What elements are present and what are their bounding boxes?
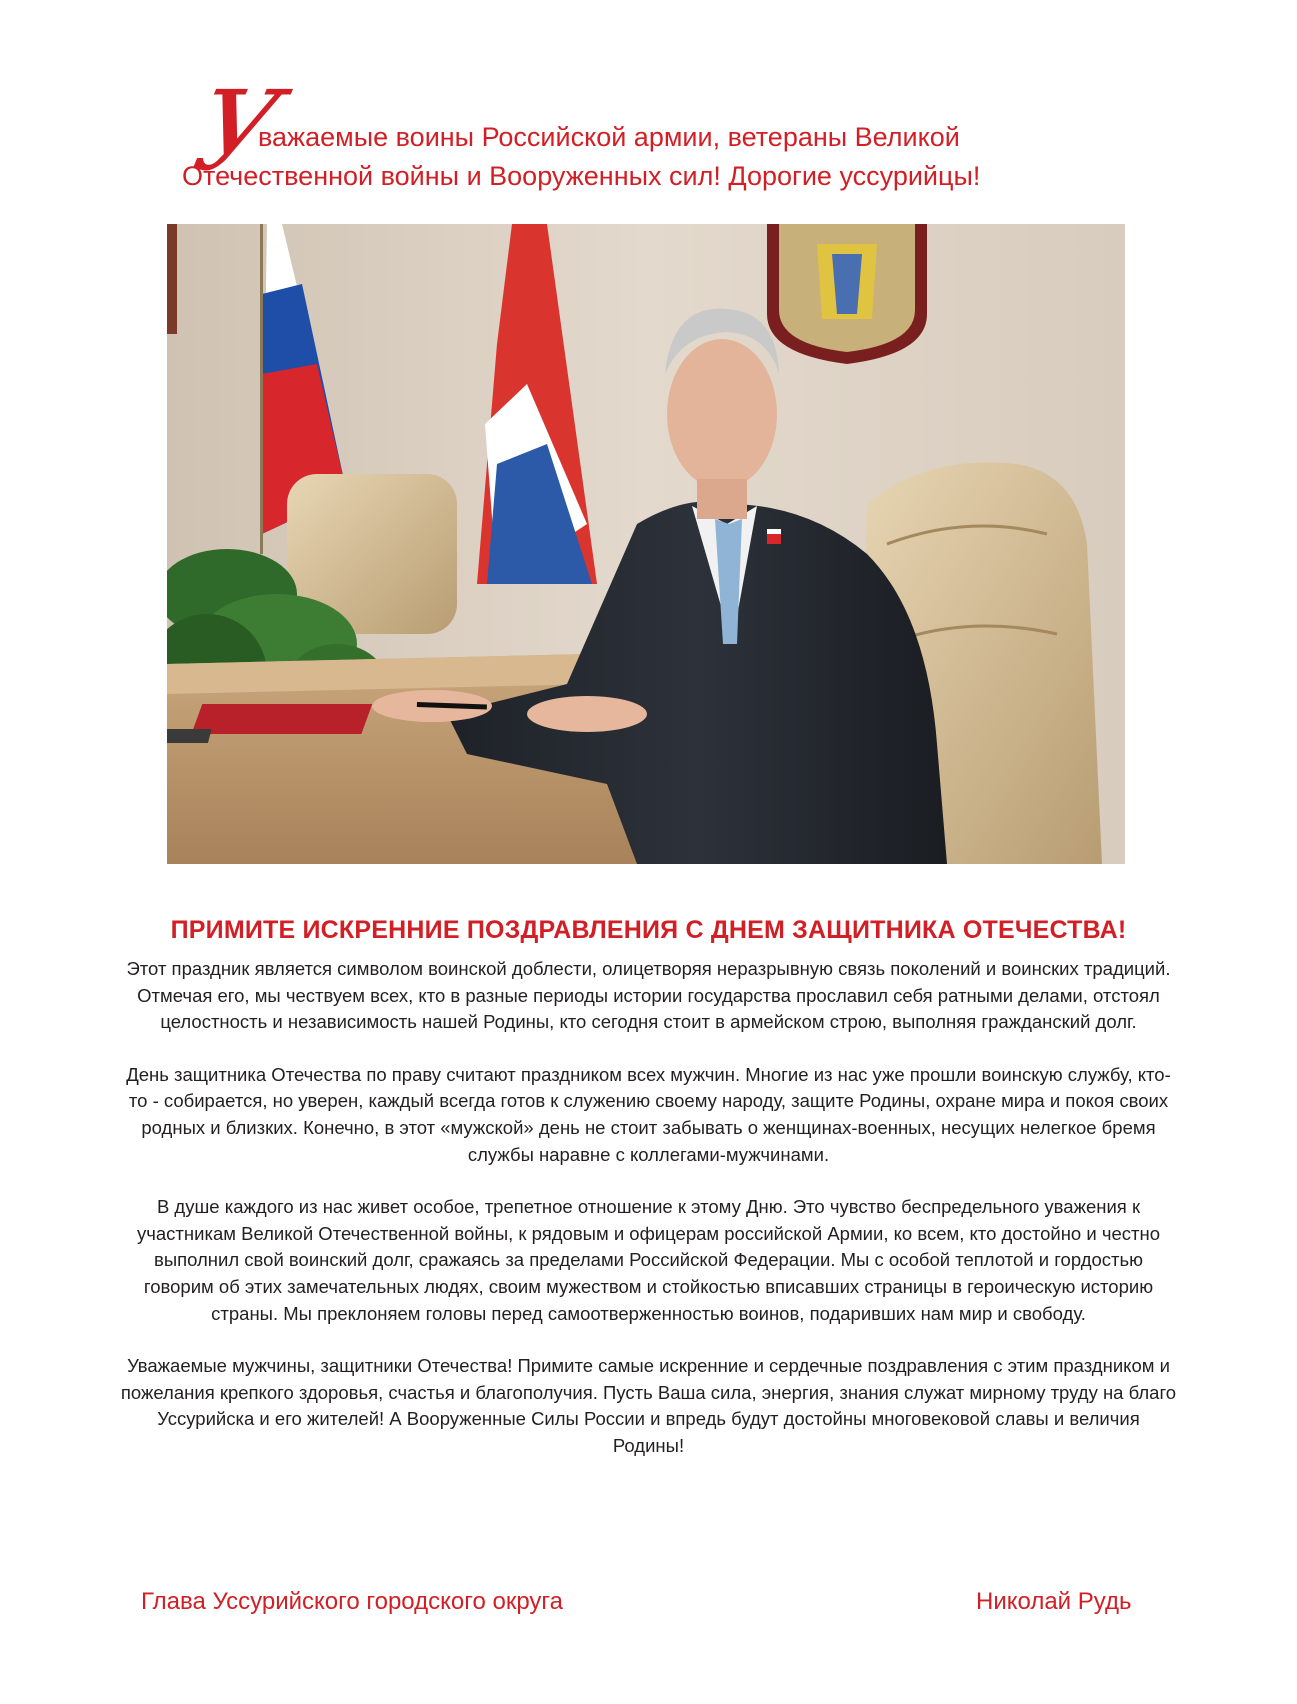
official-portrait-photo — [167, 224, 1125, 864]
coat-of-arms-icon — [767, 224, 927, 364]
greeting-line-2: Отечественной войны и Вооруженных сил! Дорогие уссурийцы! — [182, 161, 981, 191]
signature-title: Глава Уссурийского городского округа — [141, 1588, 563, 1615]
paragraph-3: В душе каждого из нас живет особое, трепетное отношение к этому Дню. Это чувство беспредельного уважения к участникам Великой Отечественной войны, к рядовым и офицерам российской Армии, ко всем, кто достойно и честно выполнил свой воинский долг, сражаясь за пределами Российской Федерации. Мы с особой теплотой и гордостью говорим об этих замечательных людях, своим мужеством и стойкостью вписавших страницы в героическую историю страны. Мы преклоняем головы перед самоотверженностью воинов, подаривших нам мир и свободу. — [137, 1196, 1160, 1324]
greeting-line-1: важаемые воины Российской армии, ветераны Великой — [258, 122, 960, 152]
paragraph-4: Уважаемые мужчины, защитники Отечества! Примите самые искренние и сердечные поздравления с этим праздником и пожелания крепкого здоровья, счастья и благополучия. Пусть Ваша сила, энергия, знания служат мирному труду на благо Уссурийска и его жителей! А Вооруженные Силы России и впредь будут достойны многовековой славы и величия Родины! — [120, 1355, 1177, 1456]
letter-body — [120, 956, 1177, 1486]
greeting-header — [160, 67, 1160, 205]
paragraph-2: День защитника Отечества по праву считают праздником всех мужчин. Многие из нас уже прошли воинскую службу, кто-то - собирается, но уверен, каждый всегда готов к служению своему народу, защите Родины, охране мира и покоя своих родных и близких. Конечно, в этот «мужской» день не стоит забывать о женщинах-военных, несущих нелегкое бремя службы наравне с коллегами-мужчинами. — [126, 1063, 1171, 1165]
drop-cap-letter: У — [184, 67, 292, 195]
paragraph-1: Этот праздник является символом воинской доблести, олицетворяя неразрывную связь поколений и воинских традиций. Отмечая его, мы чествуем всех, кто в разные периоды истории государства прославил себя ратными делами, отстоял целостность и независимость нашей Родины, кто сегодня стоит в армейском строю, выполняя гражданский долг. — [126, 958, 1171, 1033]
signature-name: Николай Рудь — [976, 1588, 1132, 1615]
phone — [167, 729, 212, 743]
red-folder — [191, 704, 372, 734]
headline: ПРИМИТЕ ИСКРЕННИЕ ПОЗДРАВЛЕНИЯ С ДНЕМ ЗАЩИТНИКА ОТЕЧЕСТВА! — [170, 916, 1127, 944]
